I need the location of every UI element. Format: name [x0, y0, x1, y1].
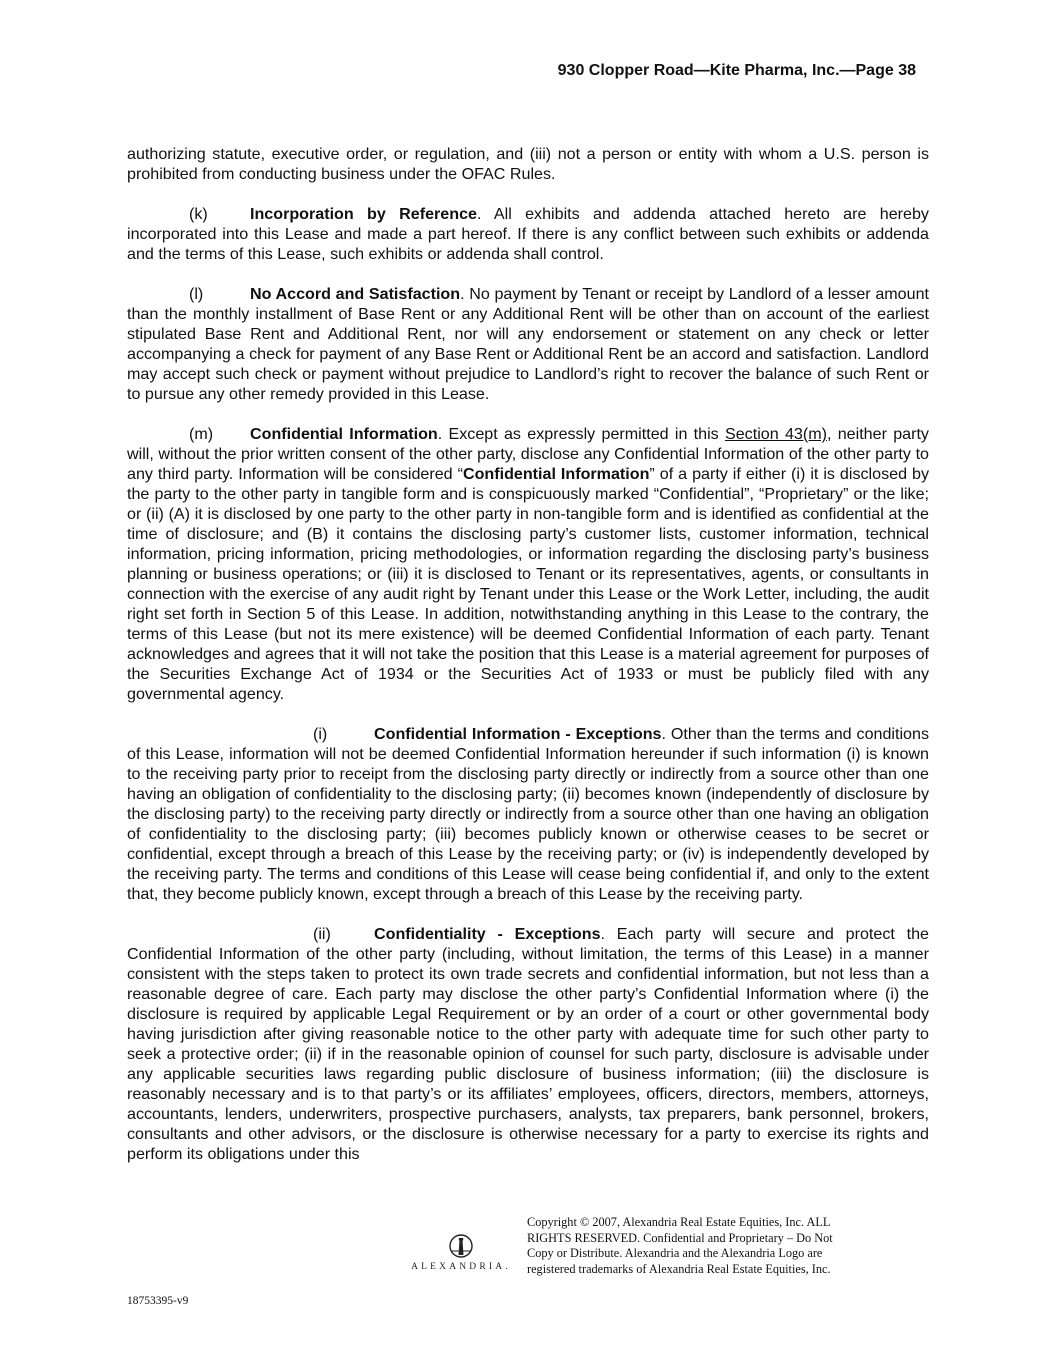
section-heading: Confidential Information - Exceptions — [374, 725, 662, 743]
section-number: (m) — [189, 425, 214, 443]
footer — [405, 1215, 905, 1285]
section-l-no-accord — [127, 284, 929, 404]
section-text: . Other than the terms and conditions of this Lease, information will not be deemed Confidential Information hereunder if such information (i) is known to the receiving party prior to receipt from the disclosing party directly or indirectly from a source other than one having an obligation of confidentiality to the disclosing party; (ii) becomes known (independently of disclosure by the disclosing party) to the receiving party directly or indirectly from a source other than one having an obligation of confidentiality to the disclosing party; (iii) becomes publicly known or otherwise ceases to be secret or confidential, except through a breach of this Lease by the receiving party; or (iv) is independently developed by the receiving party. The terms and conditions of this Lease will cease being confidential if, and only to the extent that, they become publicly known, except through a breach of this Lease by the receiving party. — [127, 725, 929, 903]
copyright-line: Copy or Distribute. Alexandria and the Alexandria Logo are — [527, 1246, 823, 1260]
lighthouse-icon — [446, 1233, 476, 1259]
section-text: . Each party will secure and protect the Confidential Information of the other party (including, without limitation, the terms of this Lease) in a manner consistent with the steps taken to protect its own trade secrets and confidential information, but not less than a reasonable degree of care. Each party may disclose the other party’s Confidential Information where (i) the disclosure is required by applicable Legal Requirement or by an order of a court or other governmental body having jurisdiction after giving reasonable notice to the other party with adequate time for such other party to seek a protective order; (ii) if in the reasonable opinion of counsel for such party, disclosure is advisable under any applicable securities laws regarding public disclosure of business information; (iii) the disclosure is reasonably necessary and is to that party’s or its affiliates’ employees, officers, directors, members, attorneys, accountants, lenders, underwriters, prospective purchasers, analysts, tax preparers, bank personnel, brokers, consultants and other advisors, or the disclosure is otherwise necessary for a party to exercise its rights and perform its obligations under this — [127, 925, 929, 1163]
section-number: (ii) — [313, 925, 331, 943]
paragraph-ofac-continuation: authorizing statute, executive order, or regulation, and (iii) not a person or entity with whom a U.S. person is prohibited from conducting business under the OFAC Rules. — [127, 145, 929, 183]
logo-wordmark: ALEXANDRIA. — [411, 1262, 511, 1272]
section-m-confidential-information — [127, 424, 929, 704]
section-heading: No Accord and Satisfaction — [250, 285, 461, 303]
section-number: (l) — [189, 285, 204, 303]
section-m-ii-confidentiality-exceptions — [127, 924, 929, 1164]
section-number: (i) — [313, 725, 328, 743]
section-m-i-exceptions — [127, 724, 929, 904]
section-text: . No payment by Tenant or receipt by Landlord of a lesser amount than the monthly installment of Base Rent or any Additional Rent will be other than on account of the earliest stipulated Base Rent and Additional Rent, nor will any endorsement or statement on any check or letter accompanying a check for payment of any Base Rent or Additional Rent be an accord and satisfaction. Landlord may accept such check or payment without prejudice to Landlord’s right to recover the balance of such Rent or to pursue any other remedy provided in this Lease. — [127, 285, 929, 403]
document-body — [127, 144, 929, 1164]
section-k-incorporation — [127, 204, 929, 264]
page-header: 930 Clopper Road—Kite Pharma, Inc.—Page 38 — [557, 62, 916, 79]
copyright-line: RIGHTS RESERVED. Confidential and Proprietary – Do Not — [527, 1230, 833, 1245]
section-text: . Except as expressly permitted in this — [437, 425, 725, 443]
alexandria-logo — [405, 1233, 517, 1272]
copyright-line: registered trademarks of Alexandria Real Estate Equities, Inc. — [527, 1261, 831, 1276]
section-heading: Incorporation by Reference — [250, 205, 477, 223]
section-heading: Confidentiality - Exceptions — [374, 925, 601, 943]
defined-term: Confidential Information — [462, 465, 650, 483]
section-text: , neither party will, without the prior written consent of the other party, disclose any Confidential Information of the other party to any third party. Information will be considered “ — [127, 425, 929, 483]
section-cross-reference: Section 43(m) — [724, 425, 827, 443]
section-heading: Confidential Information — [250, 425, 438, 443]
section-text: . All exhibits and addenda attached hereto are hereby incorporated into this Lease and made a part hereof. If there is any conflict between such exhibits or addenda and the terms of this Lease, such exhibits or addenda shall control. — [127, 205, 929, 263]
section-number: (k) — [189, 205, 208, 223]
copyright-line: Copyright © 2007, Alexandria Real Estate Equities, Inc. ALL — [527, 1215, 831, 1229]
copyright-notice — [527, 1215, 887, 1277]
document-id: 18753395-v9 — [127, 1295, 189, 1307]
section-text: ” of a party if either (i) it is disclosed by the party to the other party in tangible form and is conspicuously marked “Confidential”, “Proprietary” or the like; or (ii) (A) it is disclosed by one party to the other party in non-tangible form and is identified as confidential at the time of disclosure; and (B) it contains the disclosing party’s customer lists, customer information, technical information, pricing information, pricing methodologies, or information regarding the disclosing party’s business planning or business operations; or (iii) it is disclosed to Tenant or its representatives, agents, or consultants in connection with the exercise of any audit right by Tenant under this Lease or the Work Letter, including, the audit right set forth in Section 5 of this Lease. In addition, notwithstanding anything in this Lease to the contrary, the terms of this Lease (but not its mere existence) will be deemed Confidential Information of each party. Tenant acknowledges and agrees that it will not take the position that this Lease is a material agreement for purposes of the Securities Exchange Act of 1934 or the Securities Act of 1933 or must be publicly filed with any governmental agency. — [127, 465, 929, 703]
